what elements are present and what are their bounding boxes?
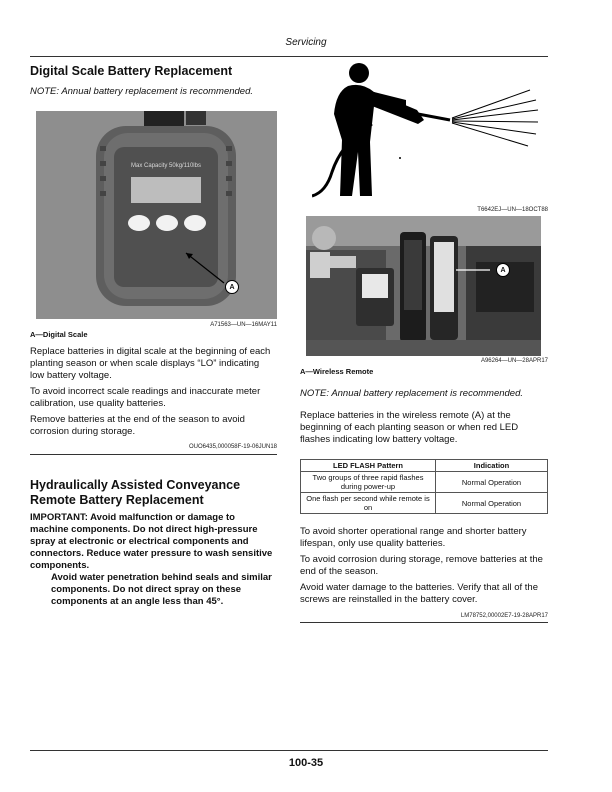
table-cell: Two groups of three rapid flashes during power-up: [301, 472, 436, 493]
paragraph-water-damage: Avoid water damage to the batteries. Verify that all of the screws are reinstalled in the battery cover.: [300, 582, 538, 605]
header-rule: [30, 56, 548, 57]
note-annual-replacement: NOTE: Annual battery replacement is recommended.: [30, 86, 253, 97]
figure-caption-scale: A—Digital Scale: [30, 330, 88, 339]
note-annual-replacement-remote: NOTE: Annual battery replacement is recommended.: [300, 388, 523, 399]
table-header-indication: Indication: [436, 460, 548, 472]
figure-code-remote: A96264—UN—28APR17: [480, 358, 548, 364]
table-cell: One flash per second while remote is on: [301, 493, 436, 514]
important-label: IMPORTANT:: [30, 512, 88, 523]
paragraph-quality-batteries: To avoid incorrect scale readings and inaccurate meter calibration, use quality batteries.: [30, 386, 261, 409]
section-title-digital-scale: Digital Scale Battery Replacement: [30, 64, 233, 78]
section-rule-left: [30, 454, 277, 455]
paragraph-remove-batteries: Remove batteries at the end of the season to avoid corrosion during storage.: [30, 414, 245, 437]
paragraph-storage-corrosion: To avoid corrosion during storage, remove batteries at the end of the season.: [300, 554, 543, 577]
digital-scale-photo: [36, 111, 277, 319]
important-notice: [30, 512, 273, 572]
paragraph-operational-range: To avoid shorter operational range and shorter battery lifespan, only use quality batteries.: [300, 526, 527, 549]
paragraph-replace-batteries: Replace batteries in digital scale at the beginning of each planting season or when scale displays “LO” indicating low battery voltage.: [30, 346, 271, 381]
table-header-led: LED FLASH Pattern: [301, 460, 436, 472]
table-cell: Normal Operation: [436, 472, 548, 493]
section-title-conveyance-remote: Hydraulically Assisted Conveyance Remote Battery Replacement: [30, 478, 241, 507]
paragraph-replace-remote-batteries: Replace batteries in the wireless remote (A) at the beginning of each planting season or when red LED flashes indicating low battery voltage.: [300, 410, 519, 445]
table-cell: Normal Operation: [436, 493, 548, 514]
important-notice-2: Avoid water penetration behind seals and similar components. Do not direct spray on these components at an angle less than 45°.: [51, 572, 272, 607]
led-flash-table: [300, 459, 548, 514]
pressure-washer-warning-pictogram: [312, 62, 542, 202]
page-header: Servicing: [285, 37, 327, 48]
reference-code-scale: OUO6435,000058F-19-06JUN18: [188, 444, 277, 450]
wireless-remote-photo: [306, 216, 541, 356]
figure-code-scale: A71563—UN—16MAY11: [210, 322, 277, 328]
wireless-remote-illustration: [306, 216, 541, 356]
table-header-row: [301, 460, 548, 472]
table-row: [301, 493, 548, 514]
scale-capacity-label: Max Capacity 50kg/110lbs: [131, 163, 201, 169]
figure-caption-remote: A—Wireless Remote: [300, 367, 374, 376]
table-row: [301, 472, 548, 493]
reference-code-remote: LM78752,00002E7-19-28APR17: [460, 613, 548, 619]
callout-a-scale: A: [225, 280, 239, 294]
callout-a-remote: A: [496, 263, 510, 277]
section-rule-right: [300, 622, 548, 623]
footer-rule: [30, 750, 548, 751]
digital-scale-illustration: [36, 111, 277, 319]
figure-code-pictogram: T6642EJ—UN—18OCT88: [477, 207, 548, 213]
page-number: 100-35: [288, 757, 324, 769]
important-text: Avoid malfunction or damage to machine components. Do not direct high-pressure spray at electronic or electrical components and connectors. Reduce water pressure to wash sensitive components.: [30, 512, 273, 571]
